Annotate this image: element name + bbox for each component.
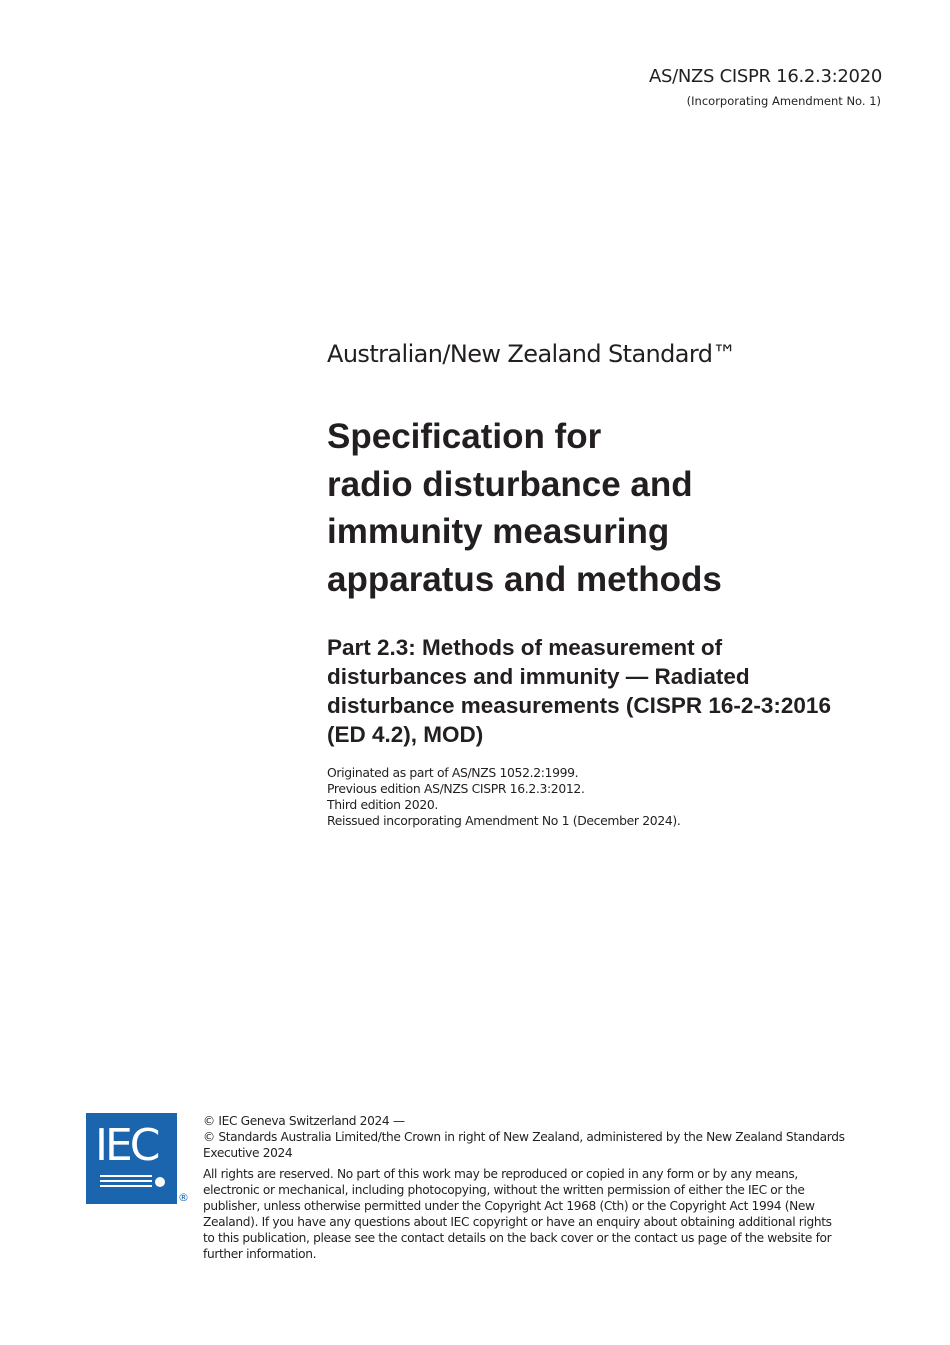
copyright-line: © IEC Geneva Switzerland 2024 — — [203, 1114, 405, 1128]
copyright-line: Executive 2024 — [203, 1146, 293, 1160]
part-line: (ED 4.2), MOD) — [327, 722, 484, 747]
rights-line: publisher, unless otherwise permitted under the Copyright Act 1968 (Cth) or the Copyright Act 1994 (New — [203, 1199, 815, 1213]
logo-stripe — [100, 1185, 152, 1187]
logo-stripe — [100, 1175, 152, 1177]
title-line: apparatus and methods — [327, 559, 722, 599]
logo-text: IEC — [95, 1120, 158, 1171]
document-title — [327, 413, 887, 603]
rights-line: electronic or mechanical, including photocopying, without the written permission of either the IEC or the — [203, 1183, 805, 1197]
amendment-note: (Incorporating Amendment No. 1) — [686, 94, 881, 108]
organisation-label: Australian/New Zealand Standard™ — [327, 340, 736, 368]
registered-mark: ® — [178, 1191, 189, 1204]
history-line: Third edition 2020. — [327, 797, 438, 812]
part-line: disturbance measurements (CISPR 16-2-3:2016 — [327, 693, 831, 718]
copyright-line: © Standards Australia Limited/the Crown in right of New Zealand, administered by the New Zealand Standards — [203, 1130, 845, 1144]
iec-logo-icon — [86, 1113, 177, 1204]
history-line: Previous edition AS/NZS CISPR 16.2.3:2012. — [327, 781, 585, 796]
part-line: disturbances and immunity — Radiated — [327, 664, 750, 689]
rights-line: further information. — [203, 1247, 317, 1261]
edition-history — [327, 765, 680, 829]
rights-line: All rights are reserved. No part of this work may be reproduced or copied in any form or by any means, — [203, 1167, 798, 1181]
part-line: Part 2.3: Methods of measurement of — [327, 635, 723, 660]
standard-code: AS/NZS CISPR 16.2.3:2020 — [648, 66, 882, 87]
part-subtitle — [327, 633, 887, 749]
rights-line: to this publication, please see the contact details on the back cover or the contact us page of the website for — [203, 1231, 832, 1245]
history-line: Originated as part of AS/NZS 1052.2:1999. — [327, 765, 579, 780]
copyright-notice — [203, 1113, 845, 1161]
rights-line: Zealand). If you have any questions about IEC copyright or have an enquiry about obtaining additional rights — [203, 1215, 832, 1229]
title-line: immunity measuring — [327, 512, 670, 551]
title-line: Specification for — [327, 417, 602, 456]
logo-dot — [155, 1177, 165, 1187]
rights-notice — [203, 1166, 832, 1262]
title-line: radio disturbance and — [327, 464, 693, 504]
logo-stripe — [100, 1180, 152, 1182]
history-line: Reissued incorporating Amendment No 1 (December 2024). — [327, 813, 681, 828]
